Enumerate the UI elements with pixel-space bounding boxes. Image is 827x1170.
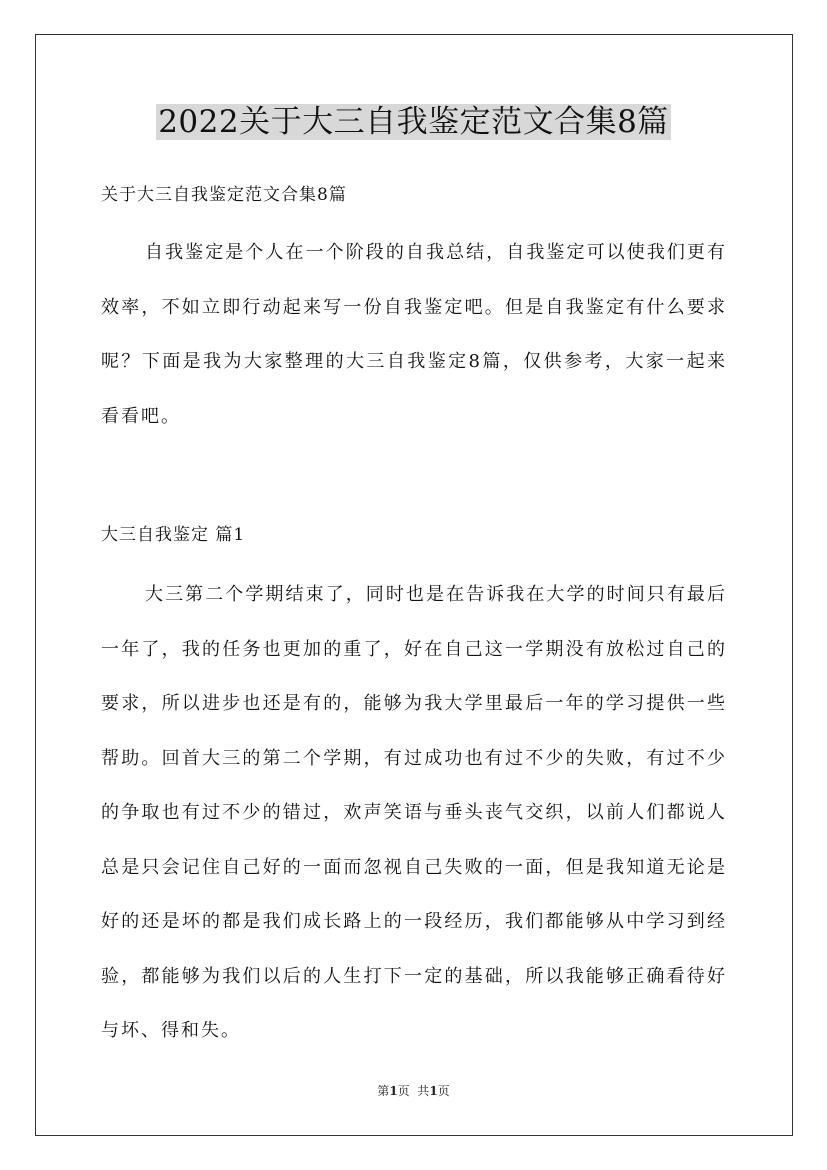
- footer-mid: 页 共: [397, 1084, 430, 1098]
- document-title-text: 2022关于大三自我鉴定范文合集8篇: [158, 104, 669, 140]
- document-body: [101, 178, 727, 1059]
- footer-page-number: 1: [389, 1084, 398, 1098]
- document-subtitle: 关于大三自我鉴定范文合集8篇: [101, 185, 347, 205]
- footer-total-pages: 1: [429, 1084, 438, 1098]
- document-title: [0, 100, 827, 144]
- intro-paragraph: 自我鉴定是个人在一个阶段的自我总结，自我鉴定可以使我们更有效率，不如立即行动起来写一份自我鉴定吧。但是自我鉴定有什么要求呢？下面是我为大家整理的大三自我鉴定8篇，仅供参考，大家一起来看看吧。: [101, 242, 727, 427]
- section-heading: 大三自我鉴定 篇1: [101, 525, 246, 545]
- footer-prefix: 第: [377, 1084, 390, 1098]
- footer-suffix: 页: [437, 1084, 450, 1098]
- section-paragraph: 大三第二个学期结束了，同时也是在告诉我在大学的时间只有最后一年了，我的任务也更加的重了，好在自己这一学期没有放松过自己的要求，所以进步也还是有的，能够为我大学里最后一年的学习提供一些帮助。回首大三的第二个学期，有过成功也有过不少的失败，有过不少的争取也有过不少的错过，欢声笑语与垂头丧气交织，以前人们都说人总是只会记住自己好的一面而忽视自己失败的一面，但是我知道无论是好的还是坏的都是我们成长路上的一段经历，我们都能够从中学习到经验，都能够为我们以后的人生打下一定的基础，所以我能够正确看待好与坏、得和失。: [101, 584, 727, 1041]
- page-footer: [0, 1083, 827, 1099]
